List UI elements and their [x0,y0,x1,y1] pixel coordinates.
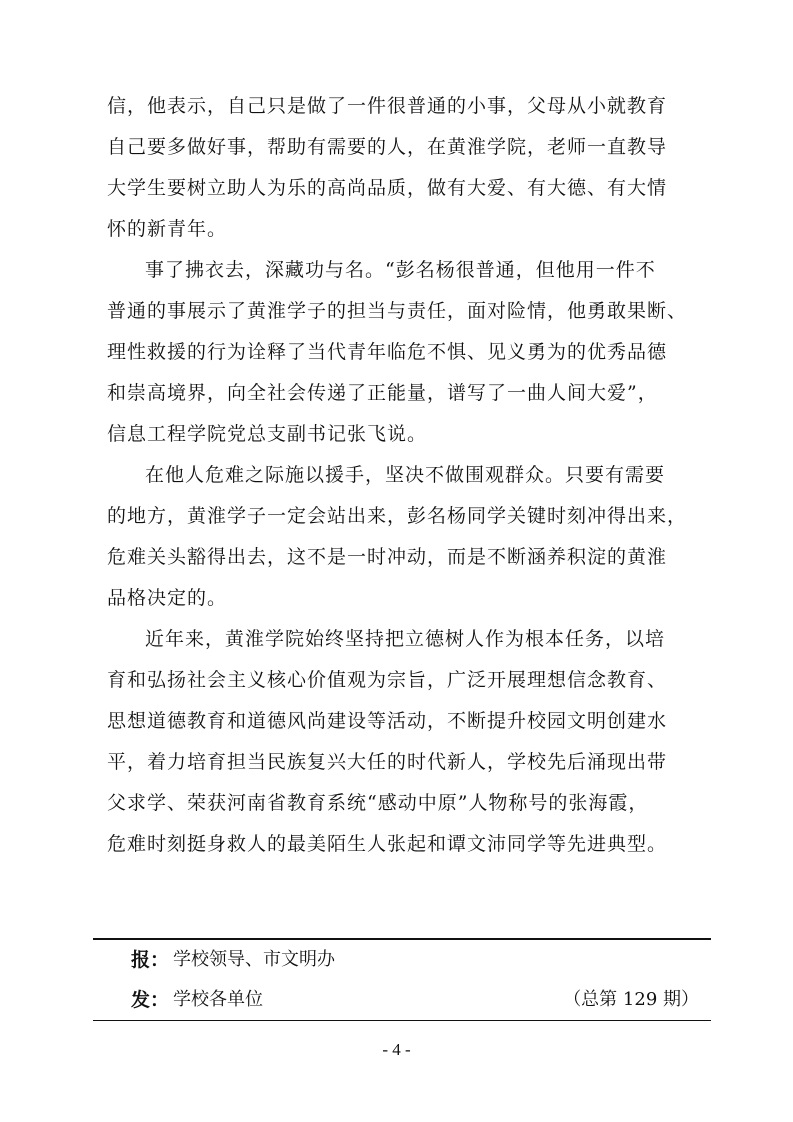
text-line: 信，他表示，自己只是做了一件很普通的小事，父母从小就教育 [107,95,668,117]
text-line: 普通的事展示了黄淮学子的担当与责任，面对险情，他勇敢果断、 [107,300,688,322]
text-line: 父求学、荣获河南省教育系统“感动中原”人物称号的张海霞， [107,792,649,814]
paragraph-2 [107,250,691,455]
report-row [93,940,711,980]
article-body [107,86,691,865]
report-recipients: 学校领导、市文明办 [173,949,335,970]
text-line: 育和弘扬社会主义核心价值观为宗旨，广泛开展理想信念教育、 [107,669,668,691]
distribution-block [93,938,711,1021]
text-line: 思想道德教育和道德风尚建设等活动，不断提升校园文明创建水 [107,710,668,732]
text-line: 的地方，黄淮学子一定会站出来，彭名杨同学关键时刻冲得出来， [107,505,688,527]
text-line: 近年来，黄淮学院始终坚持把立德树人作为根本任务，以培 [145,628,666,650]
paragraph-3 [107,455,691,619]
send-recipients: 学校各单位 [173,989,263,1010]
text-line: 信息工程学院党总支副书记张飞说。 [107,423,428,445]
send-label: 发： [131,989,170,1011]
text-line: 事了拂衣去，深藏功与名。“彭名杨很普通，但他用一件不 [145,259,656,281]
text-line: 怀的新青年。 [107,218,228,240]
text-line: 在他人危难之际施以援手，坚决不做围观群众。只要有需要 [145,464,666,486]
text-line: 品格决定的。 [107,587,228,609]
page-number: - 4 - [382,1040,411,1059]
issue-number: （总第 129 期） [563,989,699,1010]
text-line: 自己要多做好事，帮助有需要的人，在黄淮学院，老师一直教导 [107,136,668,158]
send-row [93,980,711,1020]
text-line: 平，着力培育担当民族复兴大任的时代新人，学校先后涌现出带 [107,751,668,773]
text-line: 大学生要树立助人为乐的高尚品质，做有大爱、有大德、有大情 [107,177,668,199]
paragraph-1 [107,86,691,250]
text-line: 危难关头豁得出去，这不是一时冲动，而是不断涵养积淀的黄淮 [107,546,668,568]
bottom-rule [93,1020,711,1021]
text-line: 和崇高境界，向全社会传递了正能量，谱写了一曲人间大爱”， [107,382,658,404]
text-line: 理性救援的行为诠释了当代青年临危不惧、见义勇为的优秀品德 [107,341,668,363]
text-line: 危难时刻挺身救人的最美陌生人张起和谭文沛同学等先进典型。 [107,833,668,855]
paragraph-4 [107,619,691,865]
report-label: 报： [131,949,170,971]
